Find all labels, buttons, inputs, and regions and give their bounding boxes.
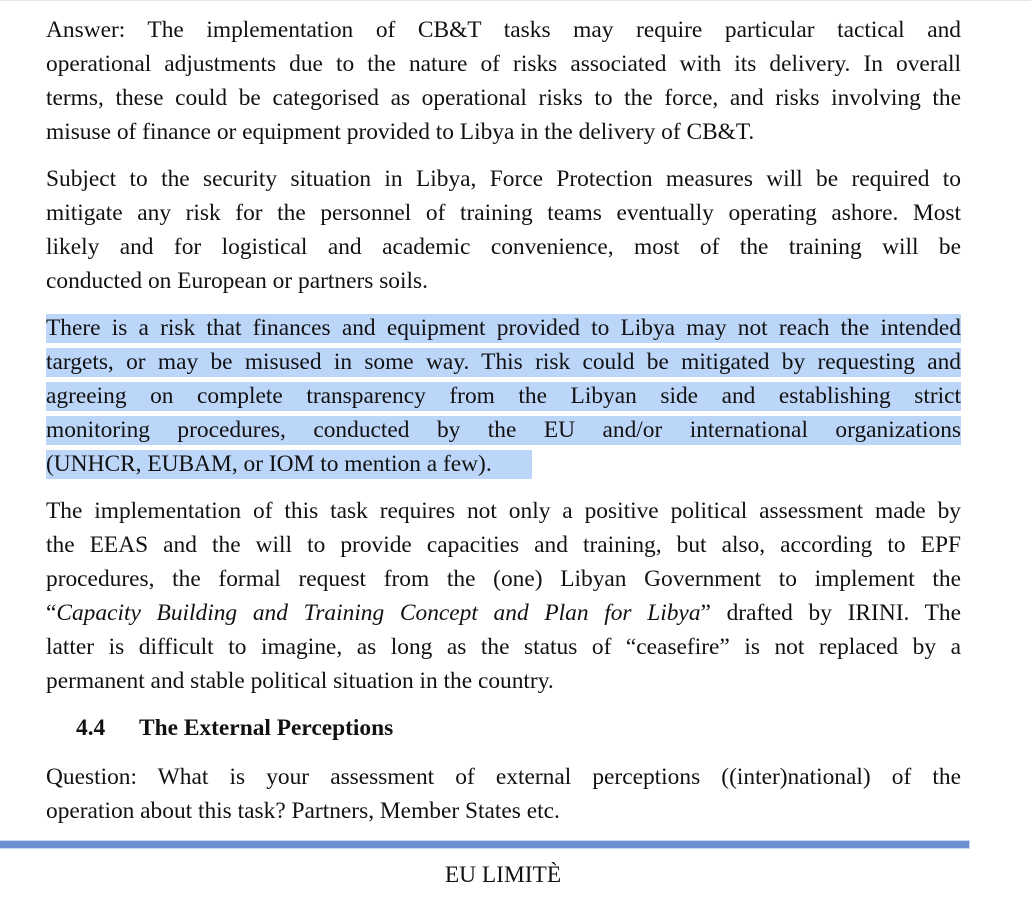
text-line: latter is difficult to imagine, as long as the status of “ceasefire” is not replaced by a bbox=[46, 634, 961, 660]
text-line: conducted on European or partners soils. bbox=[46, 268, 428, 294]
selected-line[interactable]: agreeing on complete transparency from the Libyan side and establishing strict bbox=[46, 383, 961, 409]
implementation-paragraph bbox=[46, 494, 961, 698]
text-line: procedures, the formal request from the (one) Libyan Government to implement the bbox=[46, 566, 961, 592]
risk-paragraph-selected[interactable] bbox=[46, 311, 961, 481]
text-line: the EEAS and the will to provide capacities and training, but also, according to EPF bbox=[46, 532, 961, 558]
footer-divider-rule bbox=[0, 841, 969, 848]
section-title: The External Perceptions bbox=[139, 715, 394, 741]
document-title-italic: Capacity Building and Training Concept and Plan for Libya bbox=[56, 600, 701, 626]
section-heading bbox=[76, 711, 961, 745]
section-number: 4.4 bbox=[76, 715, 106, 741]
text-line: Subject to the security situation in Libya, Force Protection measures will be required to bbox=[46, 166, 961, 192]
selected-line[interactable]: (UNHCR, EUBAM, or IOM to mention a few). bbox=[46, 447, 961, 481]
answer-paragraph bbox=[46, 13, 961, 149]
document-page bbox=[46, 13, 961, 841]
security-paragraph bbox=[46, 162, 961, 298]
selected-line[interactable]: There is a risk that finances and equipment provided to Libya may not reach the intended bbox=[46, 315, 961, 341]
selected-line[interactable]: targets, or may be misused in some way. This risk could be mitigated by requesting and bbox=[46, 349, 961, 375]
text-line: misuse of finance or equipment provided to Libya in the delivery of CB&T. bbox=[46, 119, 755, 145]
classification-footer: EU LIMITÈ bbox=[444, 862, 562, 888]
page-top-edge bbox=[0, 0, 1031, 1]
text-line: Question: What is your assessment of external perceptions ((inter)national) of the bbox=[46, 764, 961, 790]
text-line: operation about this task? Partners, Member States etc. bbox=[46, 798, 560, 824]
text-line: terms, these could be categorised as operational risks to the force, and risks involving the bbox=[46, 85, 961, 111]
text-line: The implementation of this task requires not only a positive political assessment made by bbox=[46, 498, 961, 524]
text-line: mitigate any risk for the personnel of training teams eventually operating ashore. Most bbox=[46, 200, 961, 226]
text-line: likely and for logistical and academic convenience, most of the training will be bbox=[46, 234, 961, 260]
text-line: permanent and stable political situation in the country. bbox=[46, 668, 554, 694]
selected-line[interactable]: monitoring procedures, conducted by the EU and/or international organizations bbox=[46, 417, 961, 443]
text-line: operational adjustments due to the nature of risks associated with its delivery. In overall bbox=[46, 51, 961, 77]
question-paragraph bbox=[46, 760, 961, 828]
text-line: Answer: The implementation of CB&T tasks may require particular tactical and bbox=[46, 17, 961, 43]
text-line-with-title: “Capacity Building and Training Concept and Plan for Libya” drafted by IRINI. The bbox=[46, 600, 961, 626]
